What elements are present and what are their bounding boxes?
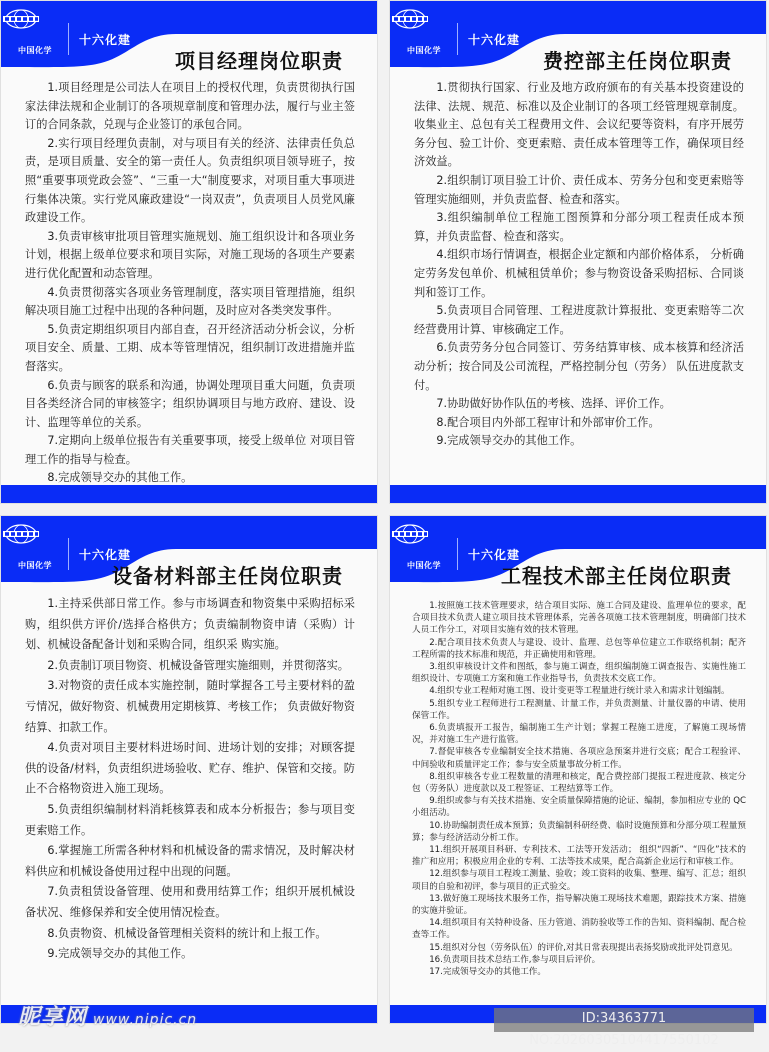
poster-footer-bar bbox=[1, 485, 377, 503]
duty-item: 8.完成领导交办的其他工作。 bbox=[47, 471, 193, 485]
poster-title: 工程技术部主任岗位职责 bbox=[501, 564, 732, 588]
header-divider bbox=[68, 23, 69, 55]
logo-caption: 中国化学 bbox=[18, 561, 52, 570]
duty-item: 5.负责定期组织项目内部自查，召开经济活动分析会议，分析项目安全、质量、工期、成本等管理情况，组织制订改进措施并监督落实。 bbox=[25, 322, 355, 373]
poster-header bbox=[1, 516, 377, 586]
duty-item: 5.负责项目合同管理、工程进度款计算报批、变更索赔等二次经营费用计算、审核确定工作。 bbox=[414, 304, 744, 336]
header-divider bbox=[457, 538, 458, 570]
duty-item: 4.组织市场行情调查，根据企业定额和内部价格体系， 分析确定劳务发包单价、机械租赁单价；参与物资设备采购招标、合同谈判和签订工作。 bbox=[414, 248, 744, 299]
duty-item: 13.做好施工现场技术服务工作，指导解决施工现场技术难题，跟踪技术方案、措施的实施并验证。 bbox=[412, 893, 746, 917]
duty-item: 1.主持采供部日常工作。参与市场调查和物资集中采购招标采购，组织供方评价/选择合格供方；负责编制物资申请（采购）计划、机械设备配备计划和采购合同，组织采 购实施。 bbox=[25, 597, 355, 652]
duty-item: 17.完成领导交办的其他工作。 bbox=[429, 967, 546, 978]
site-watermark: 昵享网 www.nipic.cn bbox=[18, 1005, 198, 1030]
duty-item: 3.负责审核审批项目管理实施规划、施工组织设计和各项业务计划，根据上级单位要求和项目实际，对施工现场的各项生产要素进行优化配置和动态管理。 bbox=[25, 229, 355, 280]
duty-item: 7.定期向上级单位报告有关重要事项，接受上级单位 对项目管理工作的指导与检查。 bbox=[25, 434, 355, 466]
company-name: 十六化建 bbox=[468, 33, 521, 47]
duty-item: 6.负责填报开工报告，编制施工生产计划；掌握工程施工进度，了解施工现场情况，并对施工生产进行监管。 bbox=[412, 723, 746, 746]
duty-item: 2.组织制订项目验工计价、责任成本、劳务分包和变更索赔等管理实施细则，并负责监督、检查和落实。 bbox=[414, 173, 744, 206]
duty-item: 11.组织开展项目科研、专利技术、工法等开发活动； 组织“四新”、“四化”技术的推广和应用；积极应用企业的专利、工法等技术成果，配合高新企业运行和审核工作。 bbox=[412, 845, 746, 868]
company-globe-logo-icon bbox=[1, 1, 41, 41]
company-globe-logo-icon bbox=[390, 516, 430, 556]
duty-item: 3.组织编制单位工程施工图预算和分部分项工程责任成本预算，并负责监督、检查和落实。 bbox=[414, 211, 744, 243]
duty-item: 2.实行项目经理负责制，对与项目有关的经济、法律责任负总责，是项目质量、安全的第一责任人。负责组织项目领导班子，按照“重要事项党政会签”、“三重一大“制度要求，对项目重大事项进行集体决策。实行党风廉政建设“一岗双责”，负责项目人员党风廉政建设工作。 bbox=[25, 136, 355, 225]
duty-item: 7.协助做好协作队伍的考核、选择、评价工作。 bbox=[436, 397, 671, 411]
duty-item: 2.配合项目技术负责人与建设、设计、监理、总包等单位建立工作联络机制；配齐工程所需的技术标准和规范，并正确使用和管理。 bbox=[412, 637, 746, 660]
duty-item: 5.负责组织编制材料消耗核算表和成本分析报告；参与项目变更索赔工作。 bbox=[25, 802, 355, 837]
duty-item: 4.负责对项目主要材料进场时间、进场计划的安排；对顾客提供的设备/材料，负责组织进场验收、贮存、维护、保管和交接。防止不合格物资进入施工现场。 bbox=[25, 741, 355, 796]
poster-header bbox=[390, 1, 766, 71]
company-name: 十六化建 bbox=[79, 548, 132, 562]
logo-caption: 中国化学 bbox=[407, 561, 441, 570]
duty-item: 7.督促审核各专业编制安全技术措施、各项应急预案并进行交底；配合工程验评、中间验收和质量评定工作；参与安全质量事故分析工作。 bbox=[412, 747, 746, 770]
company-globe-logo-icon bbox=[390, 1, 430, 41]
duty-item: 14.组织项目有关特种设备、压力管道、消防验收等工作的告知、资料编制、配合检查等工作。 bbox=[412, 918, 746, 941]
header-divider bbox=[457, 23, 458, 55]
company-globe-logo-icon bbox=[1, 516, 41, 556]
duty-item: 4.组织专业工程师对施工图、设计变更等工程量进行统计录入和需求计划编制。 bbox=[429, 686, 730, 697]
duty-item: 4.负责贯彻落实各项业务管理制度，落实项目管理措施，组织解决项目施工过程中出现的各种问题，及时应对各类突发事件。 bbox=[25, 285, 355, 318]
duty-item: 1.项目经理是公司法人在项目上的授权代理，负责贯彻执行国家法律法规和企业制订的各项规章制度和管理办法，履行与业主签订的合同条款，兑现与企业签订的承包合同。 bbox=[25, 81, 355, 132]
duty-item: 8.负责物资、机械设备管理相关资料的统计和上报工作。 bbox=[47, 926, 327, 940]
poster-title: 项目经理岗位职责 bbox=[175, 49, 343, 73]
poster-equipment-materials-director bbox=[0, 515, 378, 1024]
poster-cost-control-director bbox=[389, 0, 767, 504]
duty-item: 8.配合项目内外部工程审计和外部审价工作。 bbox=[436, 415, 660, 429]
company-name: 十六化建 bbox=[468, 548, 521, 562]
image-id-watermark: ID:34363771 NO:20260305104417550102 bbox=[494, 1008, 754, 1032]
duty-list bbox=[412, 600, 746, 978]
poster-title: 设备材料部主任岗位职责 bbox=[112, 564, 343, 588]
poster-project-manager bbox=[0, 0, 378, 504]
duty-item: 10.协助编制责任成本预算；负责编制科研经费、临时设施预算和分部分项工程量预算；参与经济活动分析工作。 bbox=[412, 820, 746, 843]
poster-engineering-tech-director bbox=[389, 515, 767, 1024]
duty-item: 3.对物资的责任成本实施控制，随时掌握各工号主要材料的盈亏情况，做好物资、机械费用定期核算、考核工作； 负责做好物资结算、扣款工作。 bbox=[25, 679, 355, 734]
duty-item: 2.负责制订项目物资、机械设备管理实施细则，并贯彻落实。 bbox=[47, 658, 349, 672]
duty-item: 15.组织对分包（劳务队伍）的评价,对其日常表现提出表扬奖励或批评处罚意见。 bbox=[429, 942, 738, 953]
duty-item: 7.负责租赁设备管理、使用和费用结算工作；组织开展机械设备状况、维修保养和安全使用情况检查。 bbox=[25, 885, 355, 919]
duty-item: 6.负责劳务分包合同签订、劳务结算审核、成本核算和经济活动分析；按合同及公司流程，严格控制分包（劳务） 队伍进度款支付。 bbox=[414, 341, 744, 392]
logo-caption: 中国化学 bbox=[407, 46, 441, 55]
duty-list bbox=[25, 594, 355, 965]
poster-header bbox=[1, 1, 377, 71]
poster-footer-bar bbox=[390, 485, 766, 503]
duty-item: 6.负责与顾客的联系和沟通，协调处理项目重大问题，负责项目各类经济合同的审核签字；组织协调项目与地方政府、建设、设计、监理等单位的关系。 bbox=[25, 378, 355, 429]
duty-list bbox=[414, 79, 744, 451]
poster-title: 费控部主任岗位职责 bbox=[543, 49, 732, 73]
duty-list bbox=[25, 79, 355, 488]
duty-item: 16.负责项目技术总结工作,参与项目后评价。 bbox=[429, 954, 601, 965]
duty-item: 9.完成领导交办的其他工作。 bbox=[436, 434, 582, 448]
duty-item: 3.组织审核设计文件和图纸，参与施工调查，组织编制施工调查报告、实施性施工组织设计、专项施工方案和施工作业指导书，负责技术交底工作。 bbox=[412, 662, 746, 685]
duty-item: 8.组织审核各专业工程数量的清理和核定，配合费控部门提报工程进度款、核定分包（劳务队）进度款以及工程签证、工程结算等工作。 bbox=[412, 771, 746, 795]
duty-item: 1.贯彻执行国家、行业及地方政府颁布的有关基本投资建设的法律、法规、规范、标准以及企业制订的各项工经管理规章制度。收集业主、总包有关工程费用文件、会议纪要等资料，有序开展劳务分包、验工计价、变更索赔、责任成本管理等工作，确保项目经济效益。 bbox=[414, 81, 744, 169]
header-divider bbox=[68, 538, 69, 570]
duty-item: 1.按照施工技术管理要求，结合项目实际、施工合同及建设、监理单位的要求，配合项目技术负责人建立项目技术管理体系，完善各项施工技术管理制度，明确部门技术人员工作分工，对项目实施有效的技术管理。 bbox=[412, 601, 746, 636]
company-name: 十六化建 bbox=[79, 33, 132, 47]
duty-item: 5.组织专业工程师进行工程测量、计量工作，并负责测量、计量仪器的申请、使用保管工作。 bbox=[412, 698, 746, 721]
duty-item: 9.完成领导交办的其他工作。 bbox=[47, 947, 193, 961]
poster-header bbox=[390, 516, 766, 586]
duty-item: 12.组织参与项目工程竣工测量、验收；竣工资料的收集、整理、编写、汇总；组织项目的自验和初评，参与项目的正式验交。 bbox=[412, 869, 746, 892]
logo-caption: 中国化学 bbox=[18, 46, 52, 55]
duty-item: 9.组织或参与有关技术措施、安全质量保障措施的论证、编制，参加相应专业的 QC 小组活动。 bbox=[412, 796, 746, 819]
duty-item: 6.掌握施工所需各种材料和机械设备的需求情况，及时解决材料供应和机械设备使用过程中出现的问题。 bbox=[25, 844, 355, 878]
